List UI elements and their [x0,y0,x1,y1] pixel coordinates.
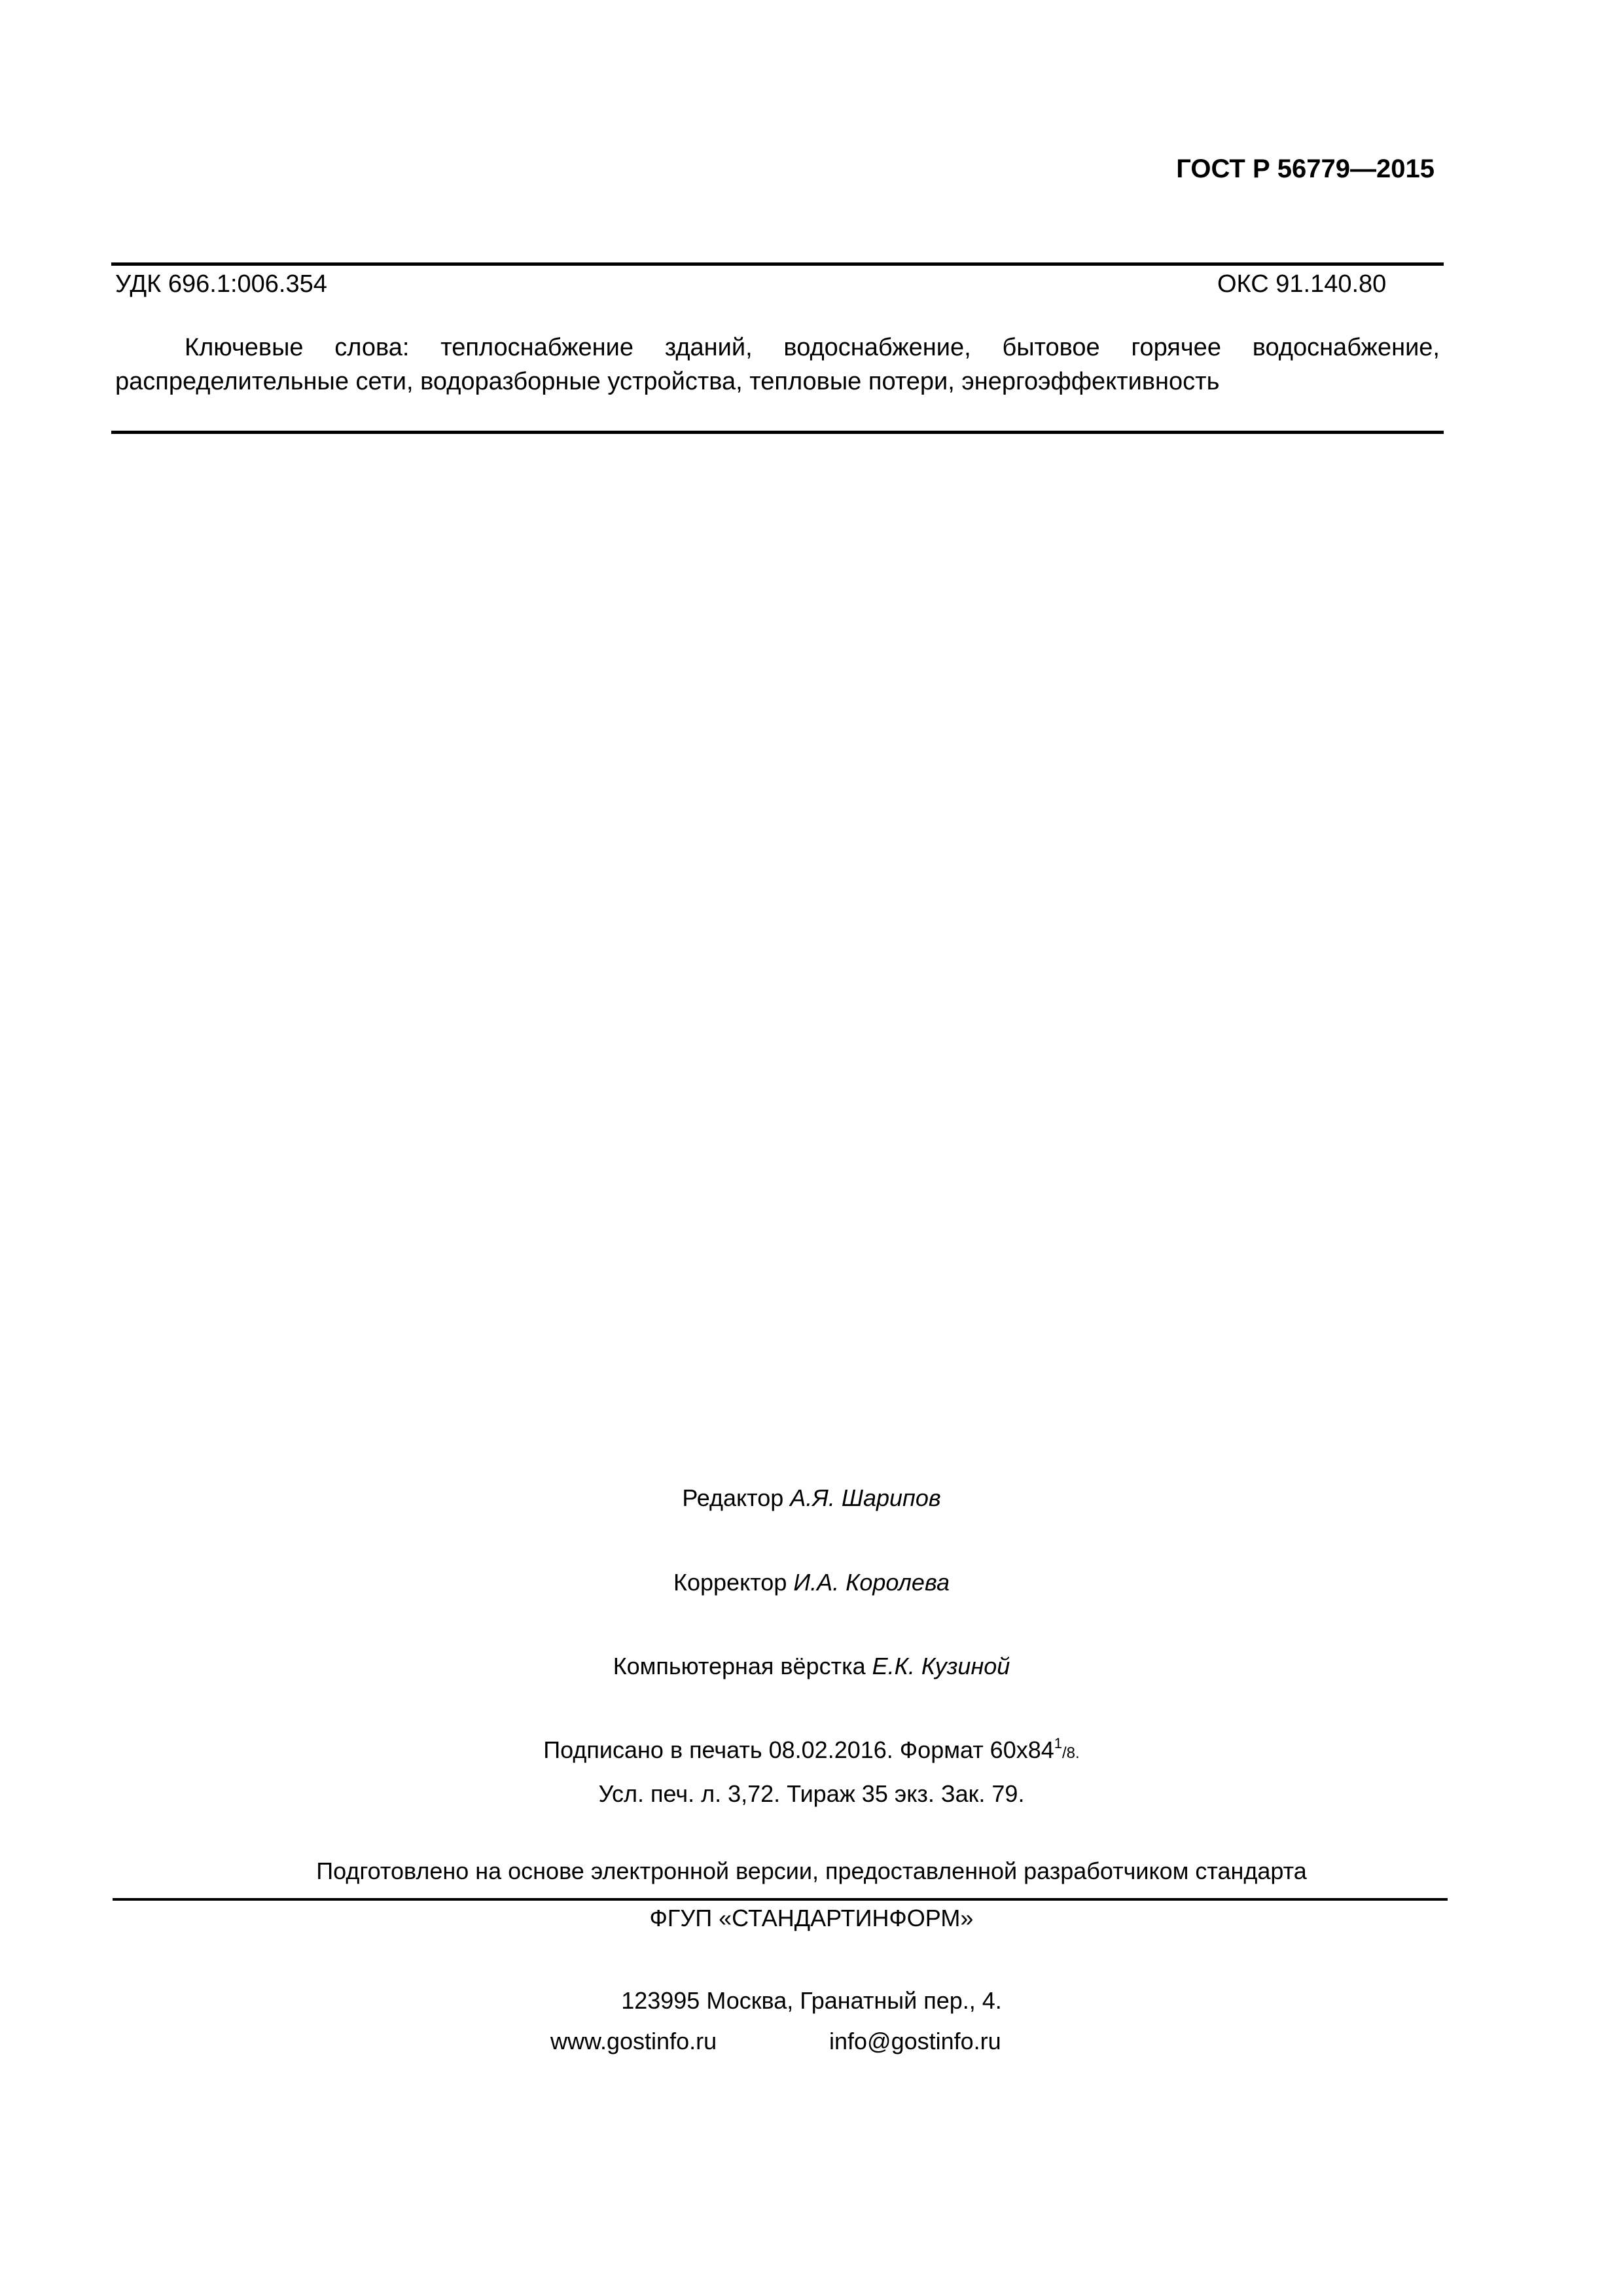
oks-code: ОКС 91.140.80 [1217,270,1387,298]
format-numerator: 1 [1054,1735,1063,1751]
print-details-line: Усл. печ. л. 3,72. Тираж 35 экз. Зак. 79. [598,1780,1025,1807]
publisher-address: 123995 Москва, Гранатный пер., 4. [621,1987,1002,2014]
layout-role: Компьютерная вёрстка [613,1653,872,1679]
print-signed-line [0,1736,1623,1764]
website-link[interactable]: www.gostinfo.ru [550,2028,717,2054]
editor-role: Редактор [682,1484,791,1511]
corrector-credit [0,1569,1623,1596]
keywords-divider [111,431,1444,434]
layout-name: Е.К. Кузиной [872,1653,1010,1679]
corrector-role: Корректор [673,1569,794,1596]
email-link[interactable]: info@gostinfo.ru [829,2028,1001,2054]
prepared-note: Подготовлено на основе электронной версии, предоставленной разработчиком стандарта [316,1857,1307,1884]
format-denominator: /8. [1062,1744,1080,1762]
print-signed-text: Подписано в печать 08.02.2016. Формат 60х84 [543,1736,1054,1763]
keywords-paragraph: Ключевые слова: теплоснабжение зданий, водоснабжение, бытовое горячее водоснабжение, распределительные сети, водоразборные устройства, тепловые потери, энергоэффективность [115,334,1440,395]
editor-credit [0,1484,1623,1512]
udk-code: УДК 696.1:006.354 [115,270,327,298]
publisher-name: ФГУП «СТАНДАРТИНФОРМ» [649,1905,974,1931]
corrector-name: И.А. Королева [793,1569,950,1596]
publisher-divider [113,1898,1448,1901]
top-divider [111,262,1444,266]
editor-name: А.Я. Шарипов [790,1484,941,1511]
document-code: ГОСТ Р 56779—2015 [1176,154,1435,183]
layout-credit [0,1653,1623,1680]
